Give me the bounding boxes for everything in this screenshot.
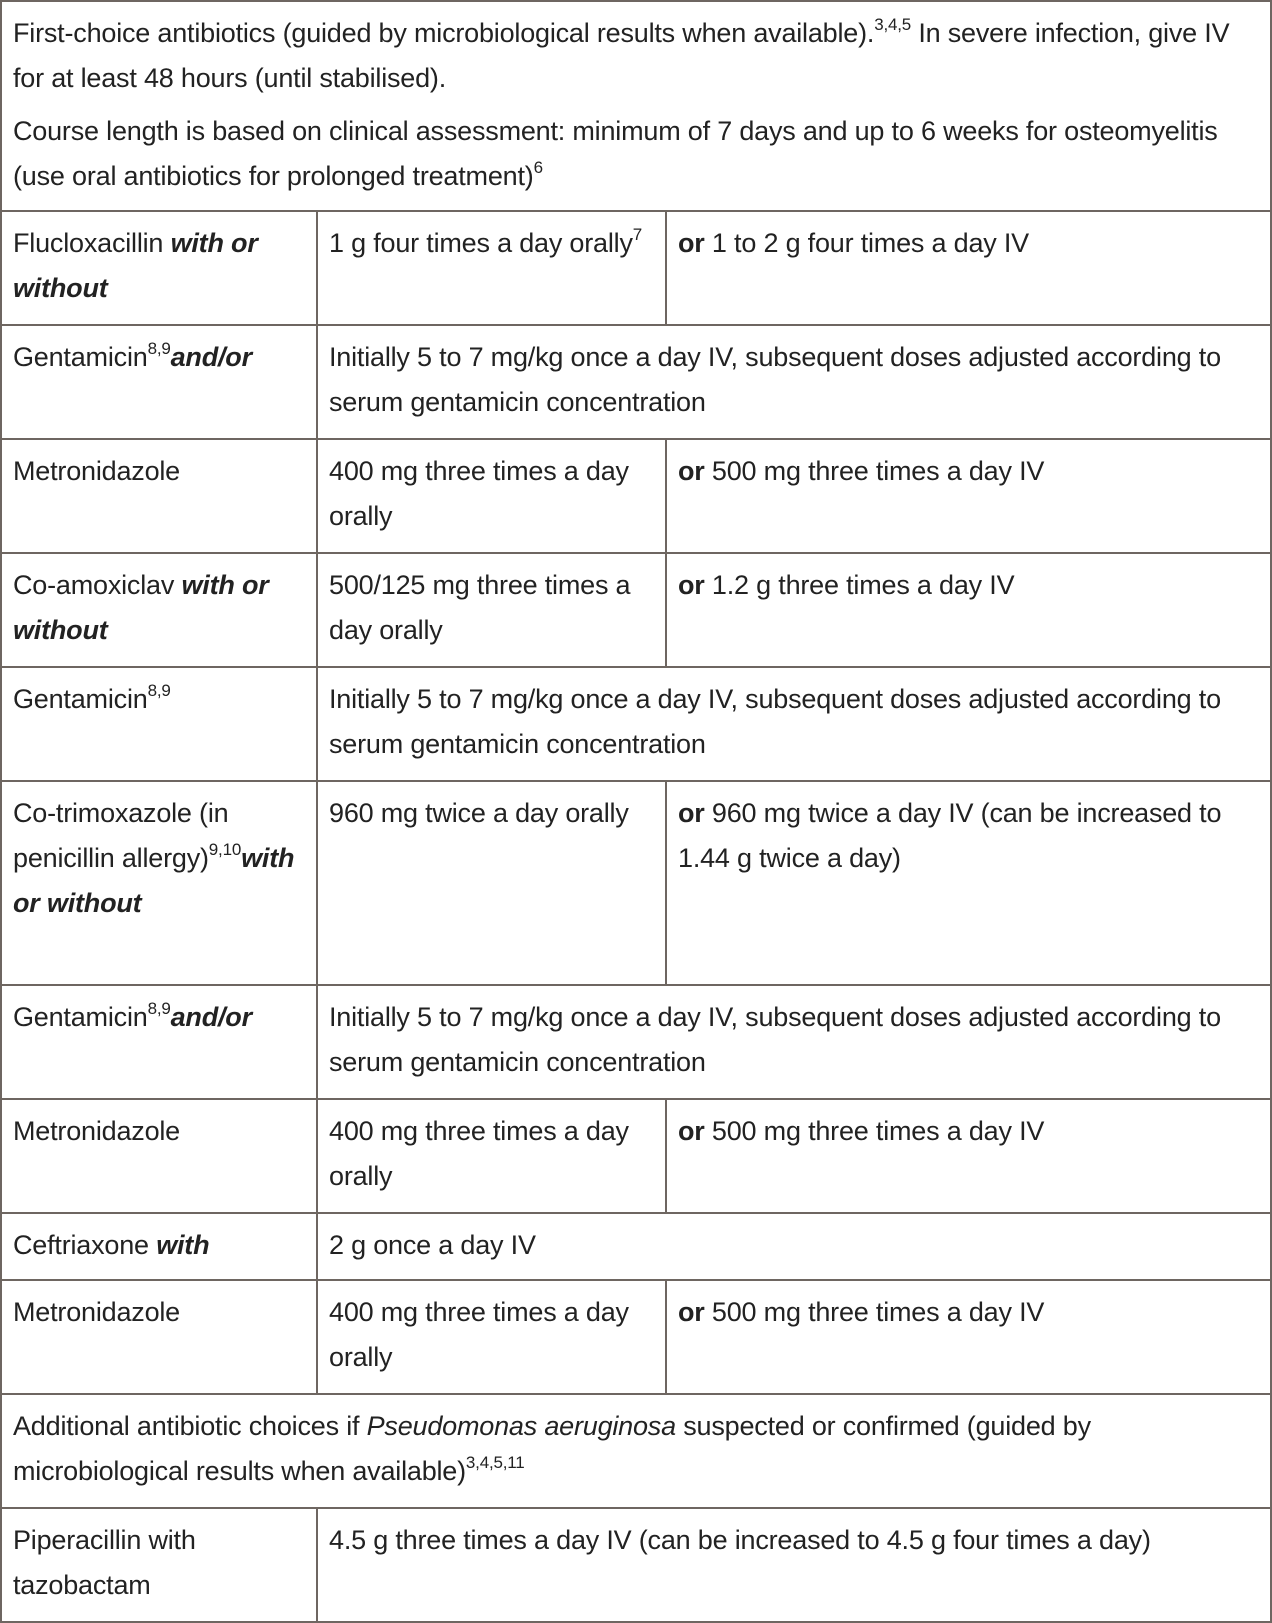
table-row [1, 1099, 1271, 1213]
pseudomonas-section-cell [1, 1394, 1271, 1508]
oral-dose: 400 mg three times a day orally [329, 1297, 629, 1372]
table-row [1, 985, 1271, 1099]
table-row [1, 325, 1271, 439]
oral-dose-cell [317, 781, 666, 985]
dose-text: Initially 5 to 7 mg/kg once a day IV, subsequent doses adjusted according to serum gentamicin concentration [329, 684, 1221, 759]
drug-connector: and/or [170, 342, 252, 372]
reference-superscript[interactable]: 8,9 [147, 999, 171, 1018]
drug-cell [1, 1099, 317, 1213]
dose-cell [317, 985, 1271, 1099]
iv-dose: 1.2 g three times a day IV [704, 570, 1015, 600]
oral-dose: 1 g four times a day orally [329, 228, 633, 258]
iv-dose: 960 mg twice a day IV (can be increased to 1.44 g twice a day) [678, 798, 1222, 873]
intro-paragraph-2 [13, 109, 1260, 199]
organism-name: Pseudomonas aeruginosa [366, 1411, 676, 1441]
drug-name: Co-trimoxazole (in penicillin allergy) [13, 798, 229, 873]
drug-name: Gentamicin [13, 342, 148, 372]
table-row [1, 1280, 1271, 1394]
drug-name: Metronidazole [13, 1116, 180, 1146]
drug-name: Gentamicin [13, 1002, 148, 1032]
drug-cell [1, 325, 317, 439]
drug-connector: with or without [13, 570, 269, 645]
dose-cell [317, 325, 1271, 439]
drug-connector: with [156, 1230, 210, 1260]
iv-dose-cell [666, 211, 1271, 325]
oral-dose-cell [317, 553, 666, 667]
reference-superscript[interactable]: 8,9 [147, 339, 171, 358]
drug-name: Co-amoxiclav [13, 570, 175, 600]
or-label: or [678, 456, 705, 486]
intro-text-tail: In severe infection, give IV for at least 48 hours (until stabilised). [13, 18, 1230, 93]
drug-cell [1, 439, 317, 553]
drug-name: Flucloxacillin [13, 228, 164, 258]
section-text: Additional antibiotic choices if [13, 1411, 367, 1441]
reference-superscript[interactable]: 6 [533, 158, 543, 177]
intro-text: First-choice antibiotics (guided by microbiological results when available). [13, 18, 875, 48]
oral-dose-cell [317, 211, 666, 325]
iv-dose: 500 mg three times a day IV [704, 1116, 1045, 1146]
or-label: or [678, 228, 705, 258]
or-label: or [678, 1116, 705, 1146]
iv-dose-cell [666, 1280, 1271, 1394]
reference-superscript[interactable]: 7 [632, 225, 643, 244]
intro-paragraph-1 [13, 11, 1260, 101]
iv-dose: 1 to 2 g four times a day IV [704, 228, 1029, 258]
reference-superscript[interactable]: 3,4,5 [874, 15, 912, 34]
oral-dose-cell [317, 1280, 666, 1394]
section-text-tail: suspected or confirmed (guided by microbiological results when available) [13, 1411, 1091, 1486]
drug-connector: with or without [13, 843, 295, 918]
drug-name: Gentamicin [13, 684, 148, 714]
drug-name: Metronidazole [13, 1297, 180, 1327]
oral-dose-cell [317, 1099, 666, 1213]
oral-dose: 400 mg three times a day orally [329, 1116, 629, 1191]
drug-cell [1, 1213, 317, 1280]
iv-dose-cell [666, 781, 1271, 985]
iv-dose: 500 mg three times a day IV [704, 1297, 1045, 1327]
dose-text: 2 g once a day IV [329, 1230, 536, 1260]
dose-text: 4.5 g three times a day IV (can be increased to 4.5 g four times a day) [329, 1525, 1151, 1555]
iv-dose-cell [666, 439, 1271, 553]
drug-connector: with or without [13, 228, 258, 303]
iv-dose-cell [666, 553, 1271, 667]
oral-dose: 960 mg twice a day orally [329, 798, 629, 828]
table-row [1, 1508, 1271, 1622]
drug-cell [1, 211, 317, 325]
or-label: or [678, 1297, 705, 1327]
drug-cell [1, 1280, 317, 1394]
iv-dose-cell [666, 1099, 1271, 1213]
reference-superscript[interactable]: 8,9 [147, 681, 171, 700]
oral-dose: 500/125 mg three times a day orally [329, 570, 631, 645]
dose-cell [317, 667, 1271, 781]
drug-name: Metronidazole [13, 456, 180, 486]
dose-cell [317, 1508, 1271, 1622]
intro-row [1, 1, 1271, 211]
oral-dose: 400 mg three times a day orally [329, 456, 629, 531]
iv-dose: 500 mg three times a day IV [704, 456, 1045, 486]
drug-cell [1, 1508, 317, 1622]
oral-dose-cell [317, 439, 666, 553]
drug-cell [1, 985, 317, 1099]
reference-superscript[interactable]: 3,4,5,11 [465, 1453, 525, 1472]
table-row [1, 781, 1271, 985]
dose-text: Initially 5 to 7 mg/kg once a day IV, subsequent doses adjusted according to serum gentamicin concentration [329, 1002, 1221, 1077]
drug-cell [1, 553, 317, 667]
table-row [1, 439, 1271, 553]
drug-name: Ceftriaxone [13, 1230, 149, 1260]
drug-name: Piperacillin with tazobactam [13, 1525, 196, 1600]
or-label: or [678, 570, 705, 600]
table-row [1, 1213, 1271, 1280]
pseudomonas-section-row [1, 1394, 1271, 1508]
drug-cell [1, 781, 317, 985]
dose-cell [317, 1213, 1271, 1280]
reference-superscript[interactable]: 9,10 [208, 840, 242, 859]
or-label: or [678, 798, 705, 828]
drug-cell [1, 667, 317, 781]
dose-text: Initially 5 to 7 mg/kg once a day IV, subsequent doses adjusted according to serum gentamicin concentration [329, 342, 1221, 417]
drug-connector: and/or [170, 1002, 252, 1032]
course-length-text: Course length is based on clinical assessment: minimum of 7 days and up to 6 weeks for osteomyelitis (use oral antibiotics for prolonged treatment) [13, 116, 1218, 191]
table-row [1, 211, 1271, 325]
table-row [1, 553, 1271, 667]
intro-cell [1, 1, 1271, 211]
table-row [1, 667, 1271, 781]
